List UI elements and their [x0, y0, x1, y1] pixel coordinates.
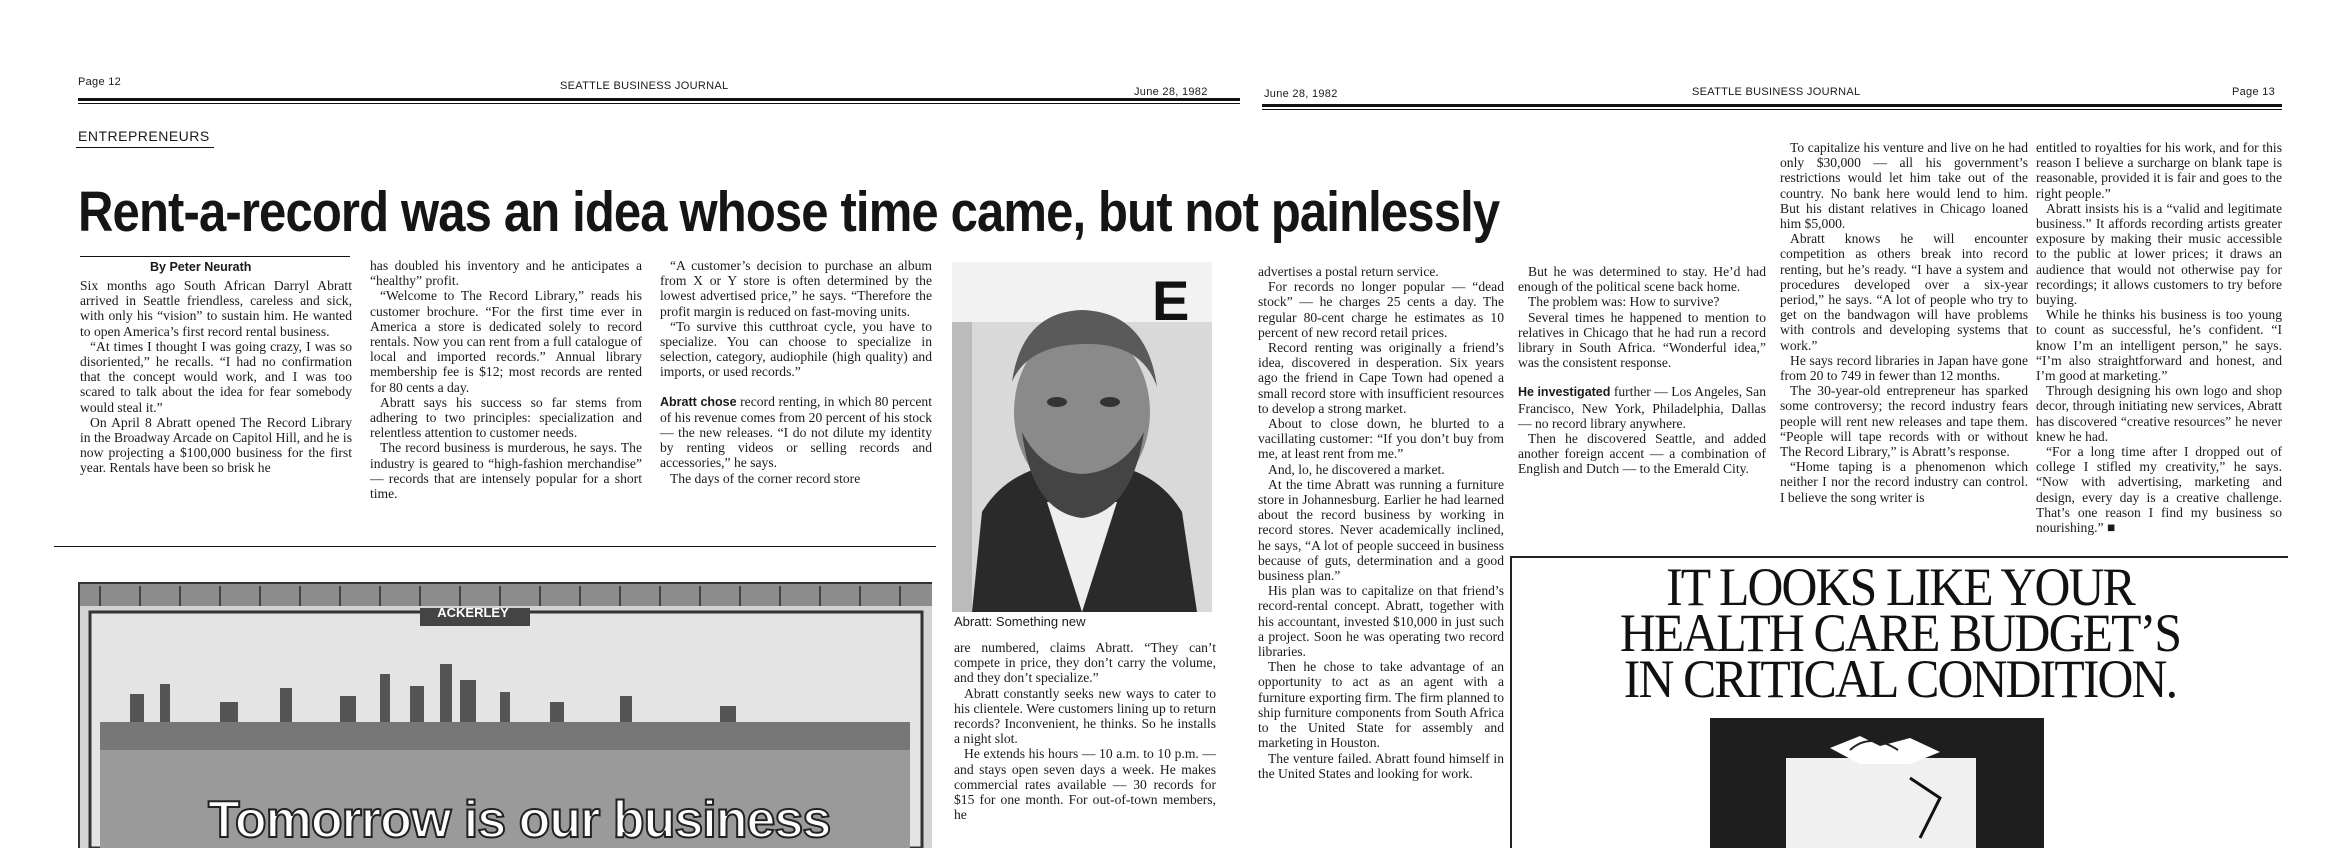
- ad-photo: [1710, 718, 2044, 848]
- paragraph: entitled to royalties for his work, and for this reason I believe a surcharge on blank tape is reasonable, provided it is fair and goes to the right people.”: [2036, 140, 2282, 201]
- article-headline: Rent-a-record was an idea whose time came, but not painlessly: [78, 180, 1500, 244]
- column-8: [2036, 140, 2282, 535]
- paragraph: While he thinks his business is too young to count as successful, he’s confident. “I know I’m an intelligent person,” he says. “I’m also straightforward and honest, and I’m good at marketing.”: [2036, 307, 2282, 384]
- paragraph: The problem was: How to survive?: [1528, 294, 1720, 310]
- paragraph: Six months ago South African Darryl Abratt arrived in Seattle friendless, careless and sick, with only his “vision” to sustain him. He wanted to open America’s first record rental business.: [80, 278, 352, 339]
- paragraph: At the time Abratt was running a furniture store in Johannesburg. Earlier he had learned about the record business by working in record stores. Never academically inclined, he says, “A lot of people succeed in business because of guts, determination and a good business plan.”: [1258, 476, 1504, 584]
- section-label: ENTREPRENEURS: [78, 128, 210, 144]
- column-2: [370, 258, 642, 501]
- paragraph: Abratt insists his is a “valid and legitimate business.” It affords recording artists greater exposure by making their music accessible to the public at lower prices; it draws an audience that would not otherwise pay for recordings; it allows customers to try before buying.: [2036, 200, 2282, 308]
- paragraph: The record business is murderous, he says. The industry is geared to “high-fashion merchandise” — records that are intensely popular for a short time.: [370, 440, 642, 502]
- photo-caption: Abratt: Something new: [954, 614, 1086, 629]
- ad-headline-line: HEALTH CARE BUDGET’S: [1619, 603, 2181, 663]
- paragraph: “At times I thought I was going crazy, I was so disoriented,” he recalls. “I had no confirmation that the concept would work, and I was too scared to talk about the idea for fear somebody would steal it.”: [80, 338, 352, 415]
- paragraph: has doubled his inventory and he anticipates a “healthy” profit.: [370, 258, 642, 289]
- left-date: June 28, 1982: [1134, 86, 1208, 98]
- paragraph: The days of the corner record store: [670, 470, 861, 486]
- paragraph: are numbered, claims Abratt. “They can’t compete in price, they don’t carry the volume, and they don’t specialize.”: [954, 640, 1216, 686]
- ad-headline-line: IN CRITICAL CONDITION.: [1623, 649, 2177, 709]
- paragraph: “Home taping is a phenomenon which neither I nor the record industry can control. I believe the song writer is: [1780, 459, 2028, 505]
- header-rule-right: [1262, 104, 2282, 107]
- paragraph: His plan was to capitalize on that friend’s record-rental concept. Abratt, together with his accountant, invested $10,000 in just such a project. Soon he was operating two record libraries.: [1258, 583, 1504, 660]
- billboard-sign: ACKERLEY: [437, 605, 509, 620]
- paragraph: Abratt knows he will encounter competition as others break into record renting, but he’s ready. “I have a system and procedures developed over a six-year period,” he says. “A lot of people who try to get on the bandwagon will have problems with controls and developing systems that work.”: [1780, 231, 2028, 353]
- paragraph: advertises a postal return service.: [1258, 264, 1439, 279]
- ad-headline: [1543, 557, 2257, 709]
- paragraph: The venture failed. Abratt found himself in the United States and looking for work.: [1258, 750, 1504, 781]
- paragraph: Through designing his own logo and shop decor, through initiating new services, Abratt has discovered “creative resources” he never knew he had.: [2036, 383, 2282, 444]
- paragraph: Then he discovered Seattle, and added another foreign accent — a combination of English and Dutch — to the Emerald City.: [1518, 431, 1766, 477]
- header-rule-left-thin: [78, 103, 1240, 104]
- right-page-number: Page 13: [2232, 86, 2276, 98]
- lead-in: Abratt chose: [660, 394, 737, 409]
- header-rule-left: [78, 98, 1240, 101]
- byline-rule: [80, 256, 350, 257]
- paragraph: “For a long time after I dropped out of college I stifled my creativity,” he says. “Now with advertising, marketing and design, every day is a creative challenge. That’s one reason I find my business so nourishing.” ■: [2036, 444, 2282, 536]
- paragraph: For records no longer popular — “dead stock” — he charges 25 cents a day. The regular 80-cent charge he estimates as 10 percent of new record retail prices.: [1258, 279, 1504, 340]
- column-1: [80, 278, 352, 476]
- paragraph: On April 8 Abratt opened The Record Library in the Broadway Arcade on Capitol Hill, and he is now projecting a $100,000 business for the first year. Rentals have been so brisk he: [80, 414, 352, 476]
- paragraph: Abratt says his success so far stems from adhering to two principles: specialization and relentless attention to customer needs.: [370, 394, 642, 441]
- svg-text:E: E: [1152, 269, 1190, 332]
- paragraph: [660, 394, 932, 471]
- portrait-image: [952, 262, 1212, 612]
- paragraph: Then he chose to take advantage of an opportunity to act as an agent with a furniture exporting firm. The firm planned to ship furniture components from South Africa to the United State for assembly and marketing in Houston.: [1258, 659, 1504, 751]
- paragraph-text: further — Los Angeles, San Francisco, New York, Philadelphia, Dallas — no record library anywhere.: [1518, 384, 1766, 431]
- health-care-advertisement: [1510, 556, 2288, 848]
- paragraph: Record renting was originally a friend’s idea, discovered in desperation. Six years ago the friend in Cape Town had opened a small record store with insufficient resources to develop a strong market.: [1258, 340, 1504, 416]
- lead-in: He investigated: [1518, 385, 1611, 400]
- ad-left-top-rule: [54, 546, 936, 547]
- paragraph: And, lo, he discovered a market.: [1268, 461, 1445, 477]
- portrait-photo: [952, 262, 1212, 612]
- column-5: [1258, 264, 1504, 781]
- right-date: June 28, 1982: [1264, 88, 1338, 100]
- ad-headline-line: IT LOOKS LIKE YOUR: [1666, 557, 2134, 617]
- byline: By Peter Neurath: [150, 260, 252, 274]
- paragraph: “Welcome to The Record Library,” reads his customer brochure. “For the first time ever in America a store is dedicated solely to record rentals. Now you can rent from a full catalogue of local and imported records.” Annual library membership fee is $12; most records are rented for 80 cents a day.: [370, 288, 642, 395]
- column-4: [954, 640, 1216, 822]
- left-publication-name: SEATTLE BUSINESS JOURNAL: [560, 80, 729, 92]
- paragraph: “A customer’s decision to purchase an album from X or Y store is often determined by the lowest advertised price,” he says. “Therefore the profit margin is reduced on fast-moving units.: [660, 258, 932, 319]
- billboard-slogan: Tomorrow is our business: [208, 791, 831, 849]
- paragraph: [1518, 384, 1766, 431]
- paragraph: About to close down, he blurted to a vacillating customer: “If you don’t buy from me, at least rent from me.”: [1258, 416, 1504, 462]
- section-underline: [76, 147, 214, 148]
- clipboard-image: [1710, 718, 2044, 848]
- paragraph-text: record renting, in which 80 percent of his revenue comes from 20 percent of his stock — the new releases. “I do not dilute my identity by renting videos or selling records and accessories,” he says.: [660, 393, 933, 471]
- paragraph: He extends his hours — 10 a.m. to 10 p.m. — and stays open seven days a week. He makes commercial rates available — 30 records for $15 for one month. For out-of-town members, he: [954, 746, 1216, 823]
- header-rule-right-thin: [1262, 109, 2282, 110]
- paragraph: He says record libraries in Japan have gone from 20 to 749 in fewer than 12 months.: [1780, 352, 2028, 384]
- column-6: [1518, 264, 1766, 477]
- paragraph: Abratt constantly seeks new ways to cater to his clientele. Were customers lining up to return records? Inconvenient, he thinks. So he installs a night slot.: [954, 685, 1216, 747]
- right-publication-name: SEATTLE BUSINESS JOURNAL: [1692, 86, 1861, 98]
- paragraph: But he was determined to stay. He’d had enough of the political scene back home.: [1518, 264, 1766, 295]
- left-page-number: Page 12: [78, 76, 122, 88]
- paragraph: Several times he happened to mention to relatives in Chicago that he had run a record library in South Africa. “Wonderful idea,” was the consistent response.: [1518, 309, 1766, 371]
- paragraph: To capitalize his venture and live on he had only $30,000 — all his government’s restrictions would let him take out of the country. No bank here would lend to him. But his distant relatives in Chicago loaned him $5,000.: [1780, 140, 2028, 232]
- column-7: [1780, 140, 2028, 505]
- paragraph: The 30-year-old entrepreneur has sparked some controversy; the record industry fears people will rent new releases and tape them. “People will tape records with or without The Record Library,” is Abratt’s response.: [1780, 383, 2028, 460]
- paragraph: “To survive this cutthroat cycle, you have to specialize. You can choose to specialize in selection, category, audiophile (high quality) and imports, or used records.”: [660, 318, 932, 380]
- column-3: [660, 258, 932, 486]
